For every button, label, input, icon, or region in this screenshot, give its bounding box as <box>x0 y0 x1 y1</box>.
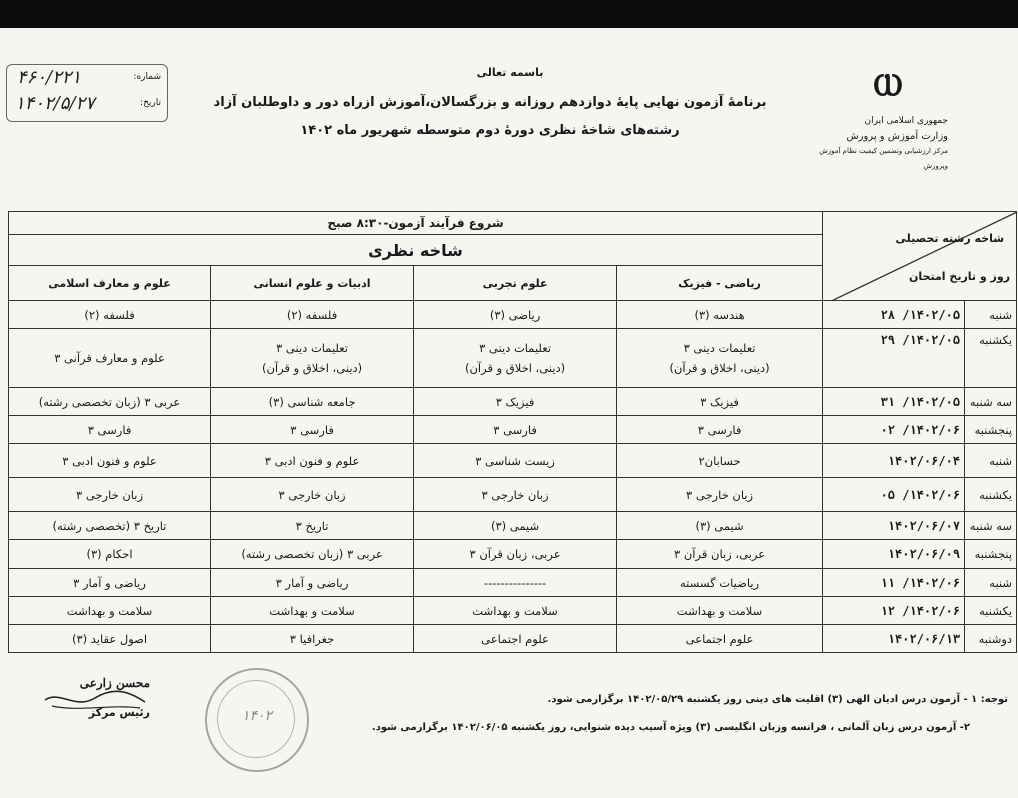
subject-cell: فارسی ۳ <box>211 416 414 444</box>
org-block <box>798 114 948 174</box>
table-row <box>9 569 1017 597</box>
day-cell: یکشنبه <box>965 597 1017 625</box>
subject-line: تعلیمات دینی ۳ <box>479 341 551 355</box>
day-cell: شنبه <box>965 444 1017 478</box>
subject-cell: حسابان۲ <box>617 444 823 478</box>
date-cell: ۱۴۰۲/۰۶/۰۷ <box>823 512 965 540</box>
subject-cell: تاریخ ۳ <box>211 512 414 540</box>
table-row <box>9 625 1017 653</box>
subject-cell: عربی، زبان قرآن ۳ <box>414 540 617 569</box>
org-line-3: مرکز ارزشیابی وتضمین کیفیت نظام آموزش وپرورش <box>819 147 948 170</box>
invocation: باسمه تعالی <box>476 66 544 79</box>
subject-cell: زبان خارجی ۳ <box>414 478 617 512</box>
subject-cell: علوم و فنون ادبی ۳ <box>211 444 414 478</box>
corner-top-label: شاخه رشته تحصیلی <box>895 232 1005 245</box>
corner-header-cell <box>823 212 1017 301</box>
day-cell: شنبه <box>965 301 1017 329</box>
column-header: علوم و معارف اسلامی <box>9 266 211 301</box>
start-time-cell: شروع فرآیند آزمون-۸:۳۰ صبح <box>9 212 823 235</box>
reference-box <box>6 64 168 122</box>
date-cell: ۱۴۰۲/۰۶/ ۱۱ <box>823 569 965 597</box>
column-header: ادبیات و علوم انسانی <box>211 266 414 301</box>
table-row <box>9 540 1017 569</box>
day-cell: سه شنبه <box>965 388 1017 416</box>
subject-cell: علوم و معارف قرآنی ۳ <box>9 329 211 388</box>
table-row <box>9 329 1017 388</box>
stamp-text: ۱۴۰۲ <box>241 708 273 724</box>
table-row <box>9 512 1017 540</box>
subject-cell: --------------- <box>414 569 617 597</box>
column-header: ریاضی - فیزیک <box>617 266 823 301</box>
table-row <box>9 388 1017 416</box>
subject-cell: عربی ۳ (زبان تخصصی رشته) <box>211 540 414 569</box>
notes-label: توجه: <box>980 694 1008 705</box>
subject-cell: زبان خارجی ۳ <box>211 478 414 512</box>
subject-line: (دینی، اخلاق و قرآن) <box>669 361 770 375</box>
subject-cell: ریاضی و آمار ۳ <box>9 569 211 597</box>
subject-cell: علوم اجتماعی <box>617 625 823 653</box>
page-subtitle: رشته‌های شاخهٔ نظری دورهٔ دوم متوسطه شهریور ماه ۱۴۰۲ <box>300 123 680 138</box>
column-header: علوم تجربی <box>414 266 617 301</box>
table-header-row <box>9 212 1017 235</box>
subject-cell: زیست شناسی ۳ <box>414 444 617 478</box>
subject-cell: فارسی ۳ <box>414 416 617 444</box>
day-cell: پنجشنبه <box>965 540 1017 569</box>
subject-cell: سلامت و بهداشت <box>211 597 414 625</box>
subject-cell: عربی ۳ (زبان تخصصی رشته) <box>9 388 211 416</box>
subject-line: تعلیمات دینی ۳ <box>276 341 348 355</box>
day-cell: یکشنبه <box>965 478 1017 512</box>
subject-cell: هندسه (۳) <box>617 301 823 329</box>
subject-cell: ریاضی و آمار ۳ <box>211 569 414 597</box>
subject-cell <box>211 329 414 388</box>
subject-cell: سلامت و بهداشت <box>617 597 823 625</box>
table-row <box>9 416 1017 444</box>
subject-cell: ریاضی (۳) <box>414 301 617 329</box>
page-title: برنامهٔ آزمون نهایی پایهٔ دوازدهم روزانه و بزرگسالان،آموزش ازراه دور و داوطلبان آزاد <box>213 95 767 110</box>
subject-cell: فیزیک ۳ <box>414 388 617 416</box>
table-row <box>9 478 1017 512</box>
subject-cell: علوم و فنون ادبی ۳ <box>9 444 211 478</box>
org-line-1: جمهوری اسلامی ایران <box>864 116 948 126</box>
subject-cell: فلسفه (۲) <box>9 301 211 329</box>
diagonal-divider <box>823 212 1017 301</box>
official-stamp <box>205 668 309 772</box>
corner-bottom-label: روز و تاریخ امتحان <box>909 270 1011 283</box>
subject-cell: شیمی (۳) <box>617 512 823 540</box>
day-cell: دوشنبه <box>965 625 1017 653</box>
subject-cell: سلامت و بهداشت <box>414 597 617 625</box>
note-1 <box>308 686 1008 714</box>
document-page <box>0 28 1018 798</box>
subject-cell: زبان خارجی ۳ <box>617 478 823 512</box>
subject-cell: ریاضیات گسسته <box>617 569 823 597</box>
branch-cell: شاخه نظری <box>9 235 823 266</box>
number-value: ۴۶۰/۲۲۱ <box>17 67 82 88</box>
subject-cell <box>617 329 823 388</box>
note-2: ۲- آزمون درس زبان آلمانی ، فرانسه وزبان انگلیسی (۳) ویژه آسیب دیده شنوایی، روز یکشنبه ۱۴۰۲/۰۶/۰۵ برگزارمی شود. <box>371 722 970 733</box>
date-cell: ۱۴۰۲/۰۶/ ۰۵ <box>823 478 965 512</box>
subject-cell: تاریخ ۳ (تخصصی رشته) <box>9 512 211 540</box>
table-row <box>9 301 1017 329</box>
subject-cell: جامعه شناسی (۳) <box>211 388 414 416</box>
subject-cell: فارسی ۳ <box>9 416 211 444</box>
signatory-title: رئیس مرکز <box>88 706 150 719</box>
date-cell: ۱۴۰۲/۰۵/ ۲۹ <box>823 329 965 388</box>
date-value: ۱۴۰۲/۵/۲۷ <box>15 93 95 114</box>
subject-cell: فارسی ۳ <box>617 416 823 444</box>
subject-cell <box>414 329 617 388</box>
subject-cell: احکام (۳) <box>9 540 211 569</box>
subject-cell: شیمی (۳) <box>414 512 617 540</box>
notes-block <box>308 686 1008 742</box>
date-cell: ۱۴۰۲/۰۵/ ۲۸ <box>823 301 965 329</box>
subject-cell: اصول عقاید (۳) <box>9 625 211 653</box>
day-cell: شنبه <box>965 569 1017 597</box>
date-cell: ۱۴۰۲/۰۶/۱۳ <box>823 625 965 653</box>
date-cell: ۱۴۰۲/۰۶/ ۱۲ <box>823 597 965 625</box>
note-1-text: ۱ - آزمون درس ادیان الهی (۳) اقلیت های دینی روز یکشنبه ۱۴۰۲/۰۵/۲۹ برگزارمی شود. <box>547 694 978 705</box>
subject-cell: زبان خارجی ۳ <box>9 478 211 512</box>
subject-cell: عربی، زبان قرآن ۳ <box>617 540 823 569</box>
date-cell: ۱۴۰۲/۰۵/ ۳۱ <box>823 388 965 416</box>
org-line-2: وزارت آموزش و پرورش <box>846 131 948 142</box>
exam-schedule-table <box>8 211 1017 653</box>
day-cell: سه شنبه <box>965 512 1017 540</box>
day-cell: یکشنبه <box>965 329 1017 388</box>
black-top-bar <box>0 0 1018 28</box>
subject-line: (دینی، اخلاق و قرآن) <box>464 361 566 375</box>
date-label: تاریخ: <box>140 98 161 108</box>
date-cell: ۱۴۰۲/۰۶/۰۹ <box>823 540 965 569</box>
subject-cell: سلامت و بهداشت <box>9 597 211 625</box>
subject-cell: فلسفه (۲) <box>211 301 414 329</box>
subject-line: (دینی، اخلاق و قرآن) <box>261 361 363 375</box>
table-row <box>9 597 1017 625</box>
date-cell: ۱۴۰۲/۰۶/ ۰۲ <box>823 416 965 444</box>
table-row <box>9 444 1017 478</box>
signature-block <box>30 676 150 719</box>
subject-cell: علوم اجتماعی <box>414 625 617 653</box>
subject-cell: جغرافیا ۳ <box>211 625 414 653</box>
number-label: شماره: <box>133 72 161 82</box>
day-cell: پنجشنبه <box>965 416 1017 444</box>
iran-emblem-icon: Ⲱ <box>873 68 903 103</box>
subject-line: تعلیمات دینی ۳ <box>683 341 756 355</box>
signatory-name: محسن زارعی <box>79 676 150 690</box>
date-cell: ۱۴۰۲/۰۶/۰۴ <box>823 444 965 478</box>
subject-cell: فیزیک ۳ <box>617 388 823 416</box>
